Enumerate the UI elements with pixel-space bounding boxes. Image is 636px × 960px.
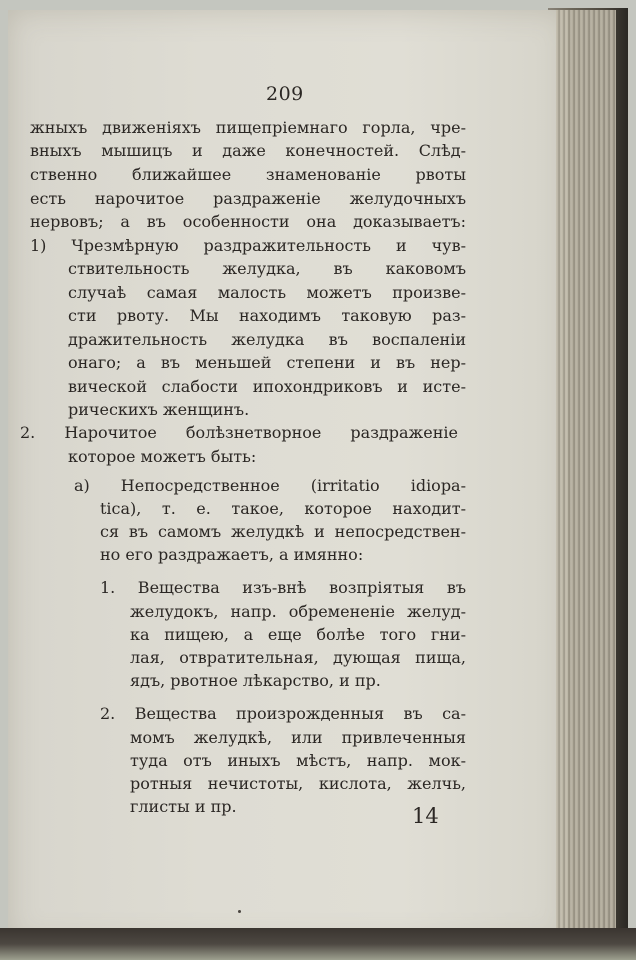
text-line: ственно ближайшее знаменованiе рвоты — [30, 165, 466, 184]
ink-speck — [238, 910, 241, 913]
page-number-top: 209 — [266, 83, 304, 105]
text-line: случаѣ самая малость можетъ произве- — [68, 283, 466, 302]
text-line: сти рвоту. Мы находимъ таковую раз- — [68, 306, 466, 325]
text-line: ротныя нечистоты, кислота, желчь, — [130, 774, 466, 793]
text-line: жныхъ движенiяхъ пищепрiемнаго горла, чре- — [30, 118, 466, 137]
text-line: лая, отвратительная, дующая пища, — [130, 648, 466, 667]
text-line: ка пищею, а еще болѣе того гни- — [130, 625, 466, 644]
page-text-block — [20, 0, 466, 940]
sub-sub-item-2-line: 2. Вещества произрожденныя въ са- — [100, 704, 466, 723]
text-line: момъ желудкѣ, или привлеченныя — [130, 728, 466, 747]
text-line: желудокъ, напр. обремененiе желуд- — [130, 602, 466, 621]
sub-item-a-line: a) Непосредственное (irritatio idiopa- — [74, 476, 466, 495]
text-line: дражительность желудка въ воспаленiи — [68, 330, 466, 349]
text-line: ствительность желудка, въ каковомъ — [68, 259, 466, 278]
text-line: вической слабости ипохондриковъ и исте- — [68, 377, 466, 396]
sub-sub-item-1-line: 1. Вещества изъ-внѣ возпрiятыя въ — [100, 578, 466, 597]
page-edges — [556, 10, 616, 938]
list-item-2-line: 2. Нарочитое болѣзнетворное раздраженiе — [20, 423, 458, 442]
text-line: есть нарочитое раздраженiе желудочныхъ — [30, 189, 466, 208]
text-line: ся въ самомъ желудкѣ и непосредствен- — [100, 522, 466, 541]
list-item-1-line: 1) Чрезмѣрную раздражительность и чув- — [30, 236, 466, 255]
text-line: вныхъ мышицъ и даже конечностей. Слѣд- — [30, 141, 466, 160]
text-line: которое можетъ быть: — [68, 447, 257, 466]
text-line: но его раздражаетъ, а имянно: — [100, 545, 364, 564]
text-line: tica), т. е. такое, которое находит- — [100, 499, 466, 518]
text-line: нервовъ; а въ особенности она доказываетъ: — [30, 212, 466, 231]
text-line: ядъ, рвотное лѣкарство, и пр. — [130, 671, 381, 690]
text-line: глисты и пр. — [130, 797, 237, 816]
text-line: туда отъ иныхъ мѣстъ, напр. мок- — [130, 751, 466, 770]
text-line: рическихъ женщинъ. — [68, 400, 250, 419]
signature-number: 14 — [412, 804, 439, 828]
text-line: онаго; а въ меньшей степени и въ нер- — [68, 353, 466, 372]
